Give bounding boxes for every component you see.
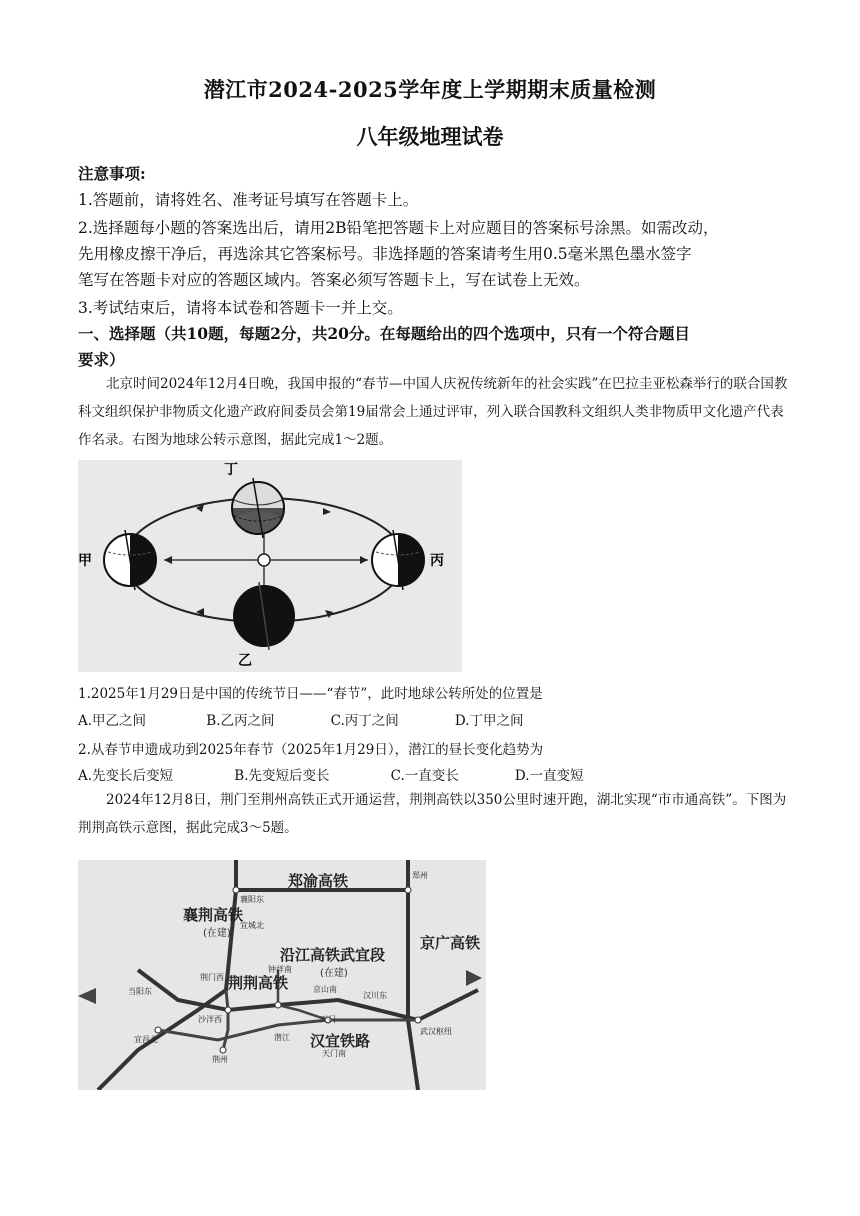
- station-2: 宜城北: [240, 921, 264, 930]
- station-4: 钟祥南: [268, 965, 292, 974]
- map-label-yanjiang-note: (在建): [320, 968, 348, 979]
- question-1-options: [78, 709, 524, 729]
- notice-item-1: 1.答题前，请将姓名、准考证号填写在答题卡上。: [78, 191, 419, 209]
- notice-item-3: 3.考试结束后，请将本试卷和答题卡一并上交。: [78, 299, 403, 317]
- q2-option-c[interactable]: C.一直变长: [390, 768, 459, 784]
- station-9: 天门: [320, 1015, 336, 1024]
- passage-1: 北京时间2024年12月4日晚，我国申报的“春节—中国人庆祝传统新年的社会实践”在巴拉圭亚松森举行的联合国教科文组织保护非物质文化遗产政府间委员会第19届常会上通过评审，列入联合国教科文组织人类非物质甲文化遗产代表作名录。右图为地球公转示意图，据此完成1～2题。: [78, 376, 788, 448]
- railway-map-figure: [78, 860, 486, 1090]
- station-8: 沙洋西: [198, 1015, 222, 1024]
- notice-item-2-cont: 先用橡皮擦干净后，再选涂其它答案标号。非选择题的答案请考生用0.5毫米黑色墨水签字: [78, 245, 692, 263]
- label-bottom: 乙: [238, 653, 252, 669]
- label-left: 甲: [78, 553, 92, 569]
- label-right: 丙: [430, 553, 444, 569]
- station-12: 荆州: [212, 1055, 228, 1064]
- notice-item-2: 2.选择题每小题的答案选出后，请用2B铅笔把答题卡上对应题目的答案标号涂黑。如需改动，: [78, 219, 719, 237]
- station-10: 武汉枢纽: [420, 1027, 452, 1036]
- sun-icon: [258, 554, 270, 566]
- station-1: 襄阳东: [240, 895, 264, 904]
- map-label-hanyi: 汉宜铁路: [310, 1032, 371, 1050]
- q1-option-b[interactable]: B.乙丙之间: [206, 713, 275, 729]
- q1-option-d[interactable]: D.丁甲之间: [454, 713, 524, 729]
- passage-2: 2024年12月8日，荆门至荆州高铁正式开通运营，荆荆高铁以350公里时速开跑，湖北实现“市市通高铁”。下图为荆荆高铁示意图，据此完成3～5题。: [78, 792, 787, 836]
- station-5: 当阳东: [128, 987, 152, 996]
- railway-map: [78, 860, 486, 1090]
- map-label-xiangjing: 襄荆高铁: [183, 906, 244, 924]
- question-2-stem: 2.从春节申遗成功到2025年春节（2025年1月29日），潜江的昼长变化趋势为: [78, 742, 544, 758]
- map-label-xiangjing-note: (在建): [203, 928, 231, 939]
- section-heading: 一、选择题（共10题，每题2分，共20分。在每题给出的四个选项中，只有一个符合题目: [78, 324, 690, 343]
- station-3: 荆门西: [200, 973, 224, 982]
- station-7: 汉川东: [363, 991, 387, 1000]
- q2-option-b[interactable]: B.先变短后变长: [234, 768, 330, 784]
- notice-item-2-cont2: 笔写在答题卡对应的答题区域内。答案必须写答题卡上，写在试卷上无效。: [78, 271, 590, 289]
- station-14: 天门南: [322, 1049, 346, 1058]
- orbit-diagram: [78, 460, 462, 672]
- question-1-stem: 1.2025年1月29日是中国的传统节日——“春节”，此时地球公转所处的位置是: [78, 686, 543, 702]
- map-label-jingjing: 荆荆高铁: [228, 974, 289, 992]
- question-2-options: [78, 764, 584, 784]
- map-label-yanjiang: 沿江高铁武宜段: [280, 946, 386, 964]
- earth-revolution-figure: [78, 460, 462, 672]
- map-label-zhengyu: 郑渝高铁: [288, 872, 349, 890]
- map-label-jingguang: 京广高铁: [420, 934, 481, 952]
- q2-option-a[interactable]: A.先变长后变短: [78, 768, 174, 784]
- label-top: 丁: [224, 462, 238, 478]
- station-11: 宜昌北: [134, 1035, 158, 1044]
- notice-heading: 注意事项:: [78, 164, 146, 183]
- section-heading-cont: 要求）: [78, 350, 125, 369]
- station-15: 郑州: [412, 871, 428, 880]
- q1-option-a[interactable]: A.甲乙之间: [78, 713, 147, 729]
- q2-option-d[interactable]: D.一直变短: [514, 768, 584, 784]
- page-title: 潜江市2024-2025学年度上学期期末质量检测: [203, 77, 657, 102]
- q1-option-c[interactable]: C.丙丁之间: [330, 713, 399, 729]
- station-13: 潜江: [274, 1033, 290, 1042]
- station-6: 京山南: [313, 985, 337, 994]
- page-subtitle: 八年级地理试卷: [356, 124, 504, 149]
